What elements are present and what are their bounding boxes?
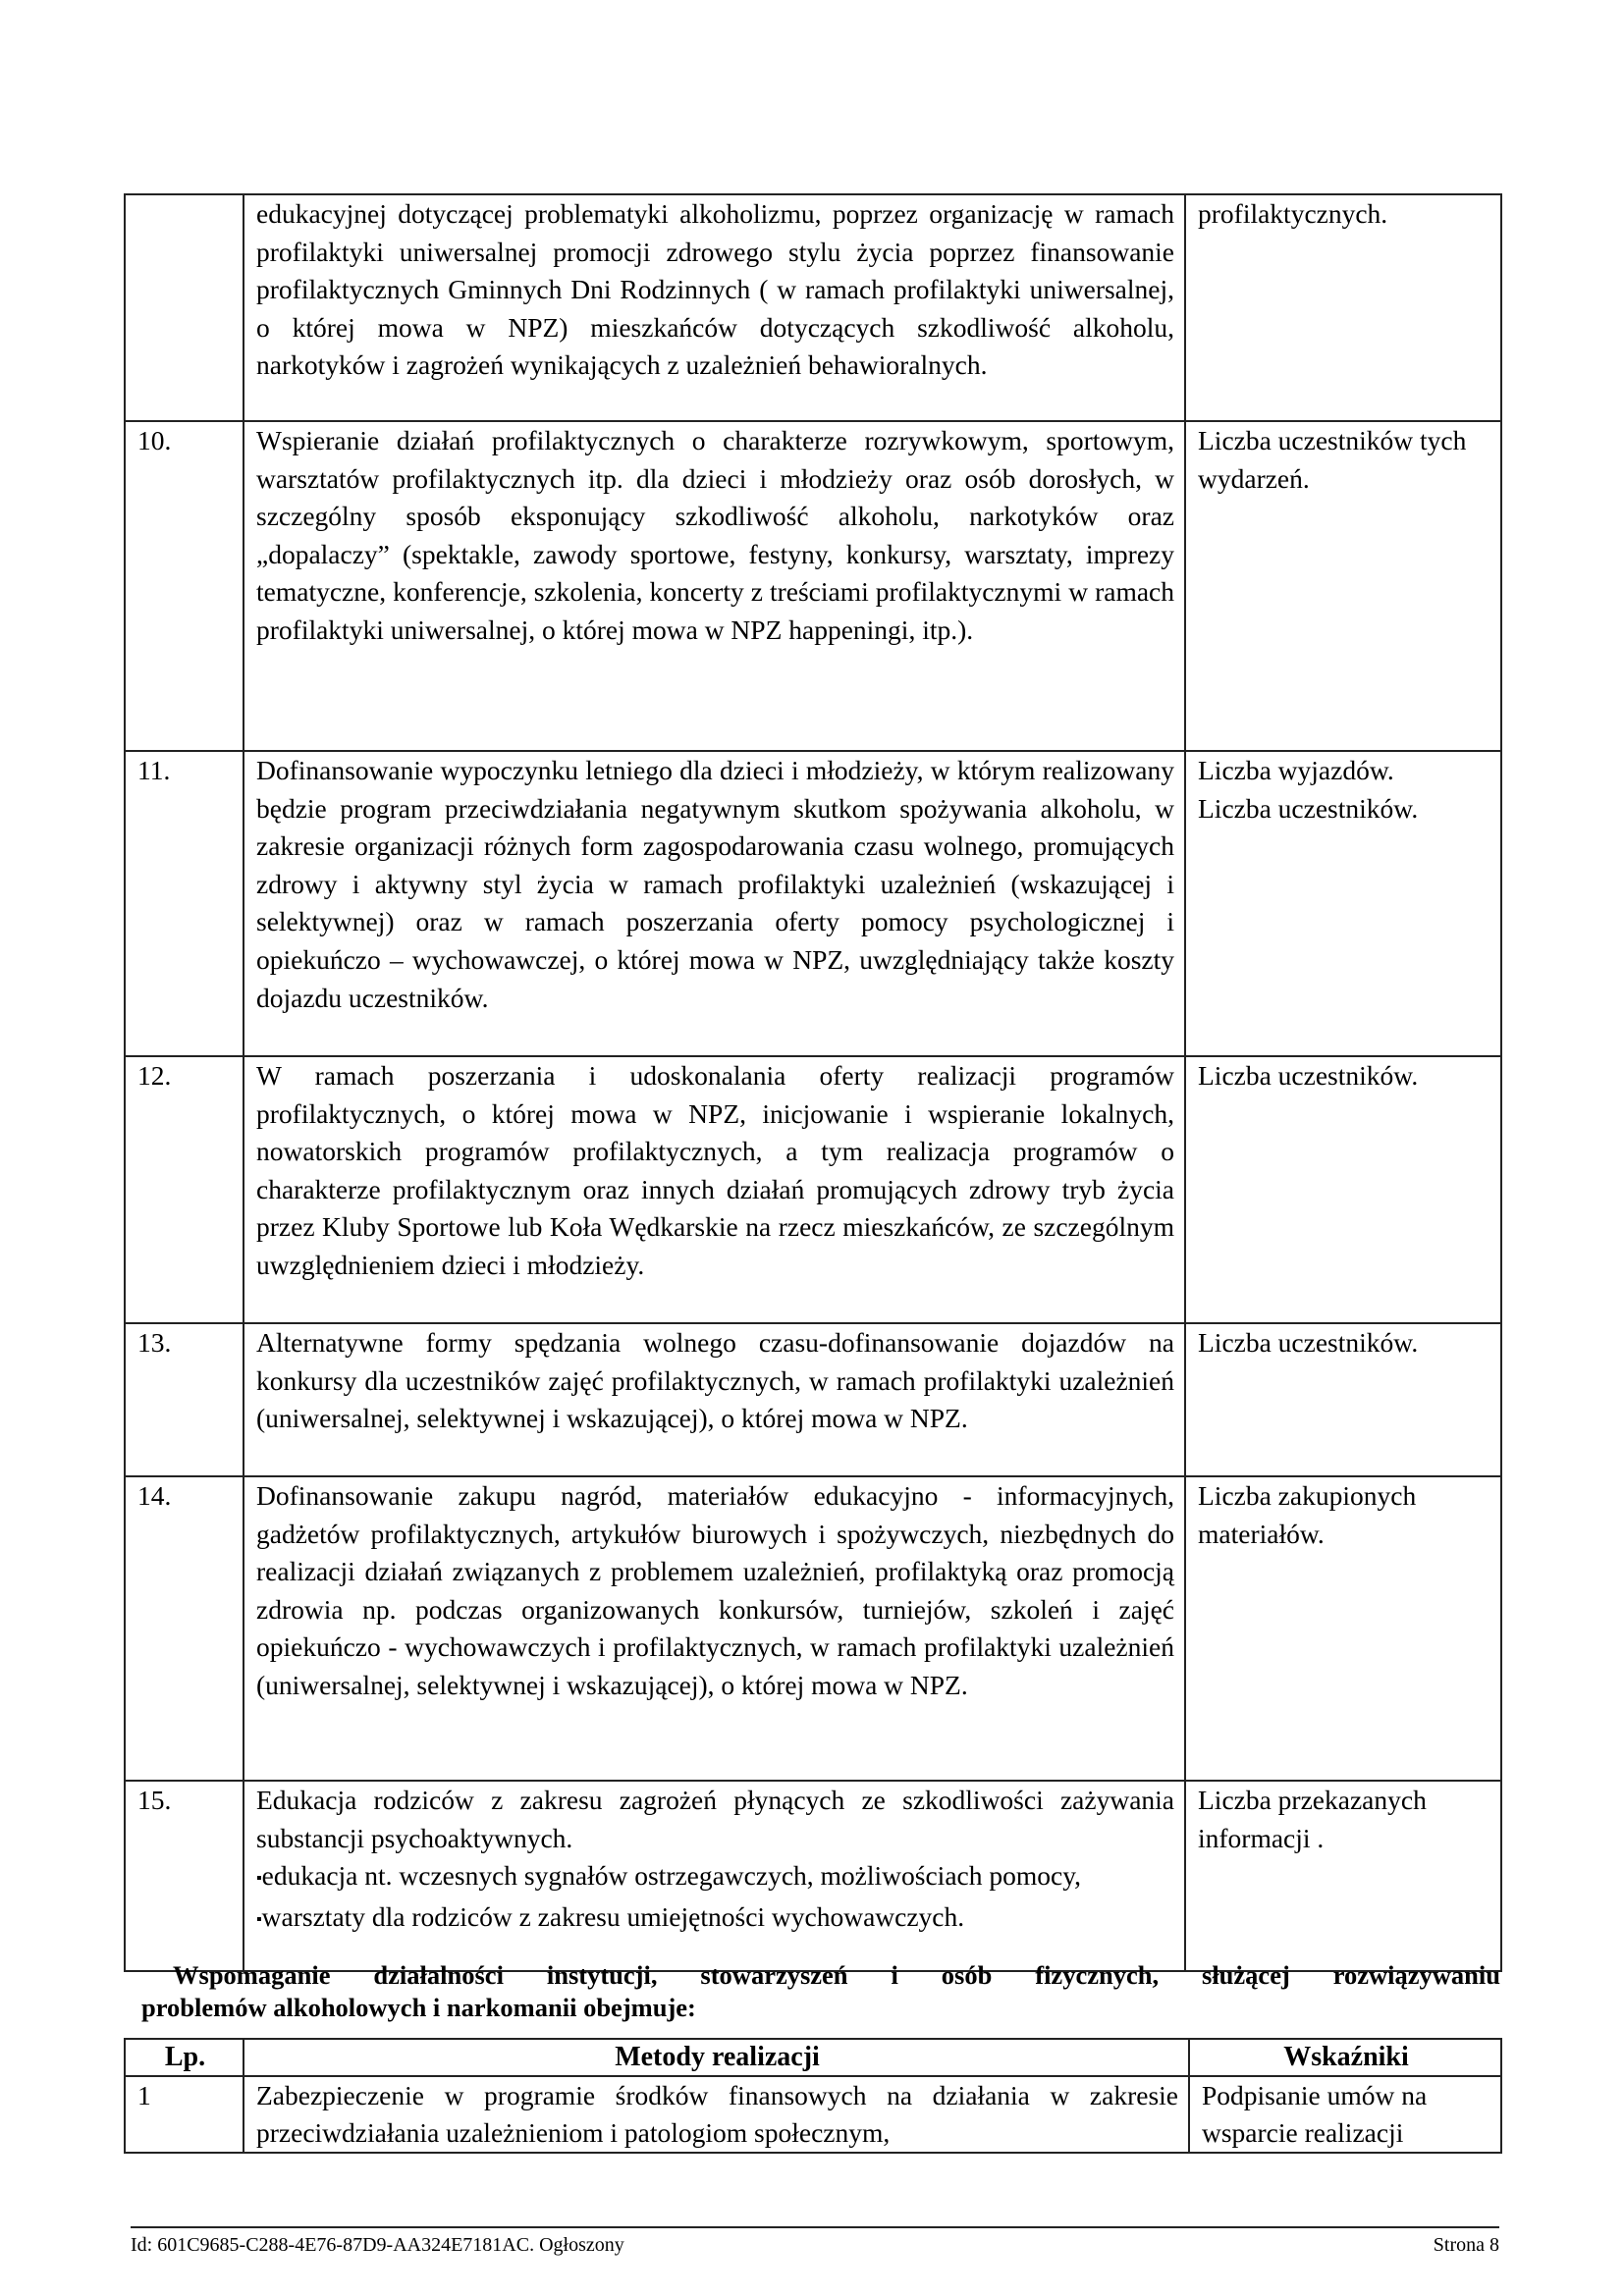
row-indicator: Podpisanie umów na wsparcie realizacji [1189,2076,1501,2153]
indicator-line: Liczba uczestników. [1198,792,1419,824]
row-indicator: Liczba uczestników. [1185,1056,1501,1323]
indicator-line: Liczba wyjazdów. [1198,755,1394,785]
document-id: Id: 601C9685-C288-4E76-87D9-AA324E7181AC. Ogłoszony [131,2234,624,2256]
column-header-lp: Lp. [125,2039,244,2076]
table-row [125,421,1501,751]
row-indicator [1185,751,1501,1056]
row-number: 13. [125,1323,244,1476]
row-number: 15. [125,1781,244,1971]
table-row [125,1476,1501,1781]
bullet-icon: ▪ [256,1910,262,1928]
row-description: Dofinansowanie wypoczynku letniego dla dzieci i młodzieży, w którym realizowany będzie program przeciwdziałania negatywnym skutkom spożywania alkoholu, w zakresie organizacji różnych form zagospodarowania czasu wolnego, promujących zdrowy i aktywny styl życia w ramach profilaktyki uzależnień (wskazującej i selektywnej) oraz w ramach poszerzania oferty pomocy psychologicznej i opiekuńczo – wychowawczej, o której mowa w NPZ, uwzględniający także koszty dojazdu uczestników. [244,751,1185,1056]
column-header-indicators: Wskaźniki [1189,2039,1501,2076]
table-header-row [125,2039,1501,2076]
row-description: W ramach poszerzania i udoskonalania oferty realizacji programów profilaktycznych, o której mowa w NPZ, inicjowanie i wspieranie lokalnych, nowatorskich programów profilaktycznych, a tym realizacja programów o charakterze profilaktycznym oraz innych działań promujących zdrowy tryb życia przez Kluby Sportowe lub Koła Wędkarskie na rzecz mieszkańców, ze szczególnym uwzględnieniem dzieci i młodzieży. [244,1056,1185,1323]
row-number [125,194,244,421]
bullet-item: ▪warsztaty dla rodziców z zakresu umiejętności wychowawczych. [256,1900,965,1932]
row-number: 14. [125,1476,244,1781]
section-heading [141,1959,1500,2024]
row-indicator: profilaktycznych. [1185,194,1501,421]
bullet-icon: ▪ [256,1870,262,1888]
footer-divider [131,2226,1499,2228]
row-description: Dofinansowanie zakupu nagród, materiałów edukacyjno - informacyjnych, gadżetów profilaktycznych, artykułów biurowych i spożywczych, niezbędnych do realizacji działań związanych z problemem uzależnień, profilaktyką oraz promocją zdrowia np. podczas organizowanych konkursów, turniejów, szkoleń i zajęć opiekuńczo - wychowawczych i profilaktycznych, w ramach profilaktyki uzależnień (uniwersalnej, selektywnej i wskazującej), o której mowa w NPZ. [244,1476,1185,1781]
row-number: 11. [125,751,244,1056]
row-indicator: Liczba zakupionych materiałów. [1185,1476,1501,1781]
row-indicator: Liczba uczestników. [1185,1323,1501,1476]
table-row [125,1056,1501,1323]
row-description: Alternatywne formy spędzania wolnego czasu-dofinansowanie dojazdów na konkursy dla uczestników zajęć profilaktycznych, w ramach profilaktyki uzależnień (uniwersalnej, selektywnej i wskazującej), o której mowa w NPZ. [244,1323,1185,1476]
row-description: Zabezpieczenie w programie środków finansowych na działania w zakresie przeciwdziałania uzależnieniom i patologiom społecznym, [244,2076,1189,2153]
description-text: Edukacja rodziców z zakresu zagrożeń płynących ze szkodliwości zażywania substancji psychoaktywnych. [256,1785,1174,1853]
program-tasks-table [124,193,1502,1972]
section-heading-line-2: problemów alkoholowych i narkomanii obejmuje: [141,1993,696,2022]
row-indicator: Liczba uczestników tych wydarzeń. [1185,421,1501,751]
row-number: 12. [125,1056,244,1323]
page-number: Strona 8 [1433,2234,1499,2256]
table-row [125,2076,1501,2153]
row-number: 1 [125,2076,244,2153]
table-row [125,1323,1501,1476]
row-description: Wspieranie działań profilaktycznych o charakterze rozrywkowym, sportowym, warsztatów profilaktycznych itp. dla dzieci i młodzieży oraz osób dorosłych, w szczególny sposób eksponujący szkodliwość alkoholu, narkotyków oraz „dopalaczy” (spektakle, zawody sportowe, festyny, konkursy, warsztaty, imprezy tematyczne, konferencje, szkolenia, koncerty z treściami profilaktycznymi w ramach profilaktyki uniwersalnej, o której mowa w NPZ happeningi, itp.). [244,421,1185,751]
support-methods-table [124,2038,1502,2154]
bullet-item: ▪edukacja nt. wczesnych sygnałów ostrzegawczych, możliwościach pomocy, [256,1860,1082,1892]
table-row [125,751,1501,1056]
section-heading-line-1: Wspomaganie działalności instytucji, stowarzyszeń i osób fizycznych, służącej rozwiązywaniu [173,1960,1500,1990]
row-number: 10. [125,421,244,751]
row-description: edukacyjnej dotyczącej problematyki alkoholizmu, poprzez organizację w ramach profilaktyki uniwersalnej promocji zdrowego stylu życia poprzez finansowanie profilaktycznych Gminnych Dni Rodzinnych ( w ramach profilaktyki uniwersalnej, o której mowa w NPZ) mieszkańców dotyczących szkodliwość alkoholu, narkotyków i zagrożeń wynikających z uzależnień behawioralnych. [244,194,1185,421]
row-indicator: Liczba przekazanych informacji . [1185,1781,1501,1971]
row-description [244,1781,1185,1971]
table-row [125,194,1501,421]
table-row [125,1781,1501,1971]
column-header-methods: Metody realizacji [244,2039,1189,2076]
